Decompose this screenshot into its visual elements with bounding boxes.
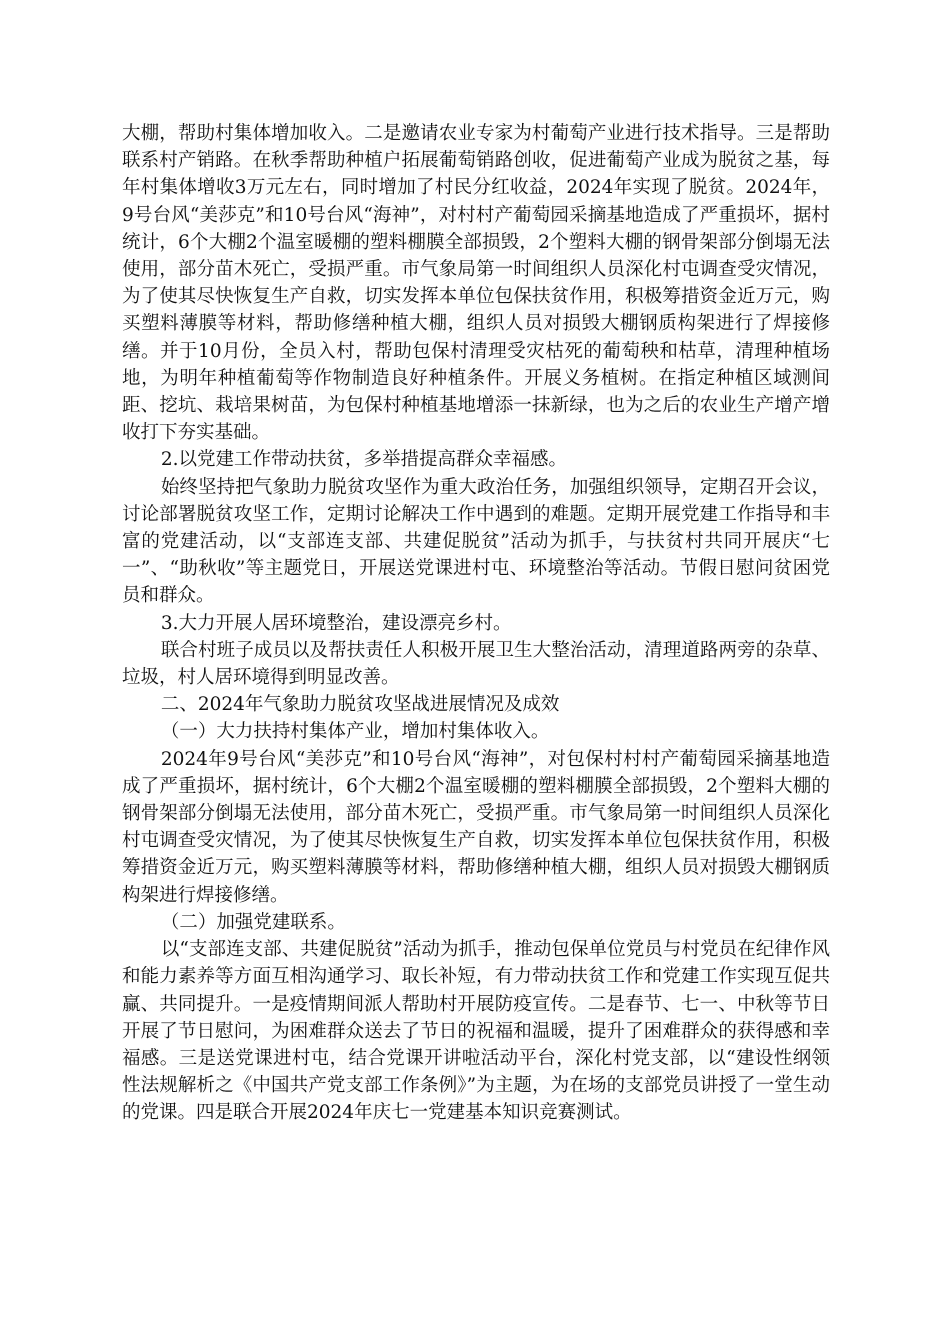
paragraph-party-link: 以“支部连支部、共建促脱贫”活动为抓手，推动包保单位党员与村党员在纪律作风和能力素养等方面互相沟通学习、取长补短，有力带动扶贫工作和党建工作实现互促共赢、共同提升。一是疫情期间派人帮助村开展防疫宣传。二是春节、七一、中秋等节日开展了节日慰问，为困难群众送去了节日的祝福和温暖，提升了困难群众的获得感和幸福感。三是送党课进村屯，结合党课开讲啦活动平台，深化村党支部，以“建设性纲领性法规解析之《中国共产党支部工作条例》”为主题，为在场的支部党员讲授了一堂生动的党课。四是联合开展2024年庆七一党建基本知识竞赛测试。 <box>122 939 830 1124</box>
section-heading-progress: 二、2024年气象助力脱贫攻坚战进展情况及成效 <box>160 694 560 716</box>
paragraph-typhoon: 2024年9号台风“美莎克”和10号台风“海神”，对包保村村村产葡萄园采摘基地造成了严重损坏，据村统计，6个大棚2个温室暖棚的塑料棚膜全部损毁，2个塑料大棚的钢骨架部分倒塌无法使用，部分苗木死亡，受损严重。市气象局第一时间组织人员深化村屯调查受灾情况，为了使其尽快恢复生产自救，切实发挥本单位包保扶贫作用，积极筹措资金近万元，购买塑料薄膜等材料，帮助修缮种植大棚，组织人员对损毁大棚钢质构架进行焊接修缮。 <box>122 748 830 906</box>
subheading-collective-industry: （一）大力扶持村集体产业，增加村集体收入。 <box>160 721 550 743</box>
paragraph-continuation: 大棚，帮助村集体增加收入。二是邀请农业专家为村葡萄产业进行技术指导。三是帮助联系村产销路。在秋季帮助种植户拓展葡萄销路创收，促进葡萄产业成为脱贫之基，每年村集体增收3万元左右，同时增加了村民分红收益，2024年实现了脱贫。2024年，9号台风“美莎克”和10号台风“海神”，对村村产葡萄园采摘基地造成了严重损坏，据村统计，6个大棚2个温室暖棚的塑料棚膜全部损毁，2个塑料大棚的钢骨架部分倒塌无法使用，部分苗木死亡，受损严重。市气象局第一时间组织人员深化村屯调查受灾情况，为了使其尽快恢复生产自救，切实发挥本单位包保扶贫作用，积极筹措资金近万元，购买塑料薄膜等材料，帮助修缮种植大棚，组织人员对损毁大棚钢质构架进行了焊接修缮。并于10月份，全员入村，帮助包保村清理受灾枯死的葡萄秧和枯草，清理种植场地，为明年种植葡萄等作物制造良好种植条件。开展义务植树。在指定种植区域测间距、挖坑、栽培果树苗，为包保村种植基地增添一抹新绿，也为之后的农业生产增产增收打下夯实基础。 <box>122 123 830 444</box>
subheading-party-link: （二）加强党建联系。 <box>160 911 346 933</box>
document-body <box>122 120 830 1127</box>
paragraph-environment: 联合村班子成员以及帮扶责任人积极开展卫生大整治活动，清理道路两旁的杂草、垃圾，村人居环境得到明显改善。 <box>122 639 830 689</box>
subheading-party-building: 2.以党建工作带动扶贫，多举措提高群众幸福感。 <box>160 449 567 471</box>
subheading-environment: 3.大力开展人居环境整治，建设漂亮乡村。 <box>160 612 512 634</box>
paragraph-party-building: 始终坚持把气象助力脱贫攻坚作为重大政治任务，加强组织领导，定期召开会议，讨论部署脱贫攻坚工作，定期讨论解决工作中遇到的难题。定期开展党建工作指导和丰富的党建活动，以“支部连支部、共建促脱贫”活动为抓手，与扶贫村共同开展庆“七一”、“助秋收”等主题党日，开展送党课进村屯、环境整治等活动。节假日慰问贫困党员和群众。 <box>122 476 830 607</box>
